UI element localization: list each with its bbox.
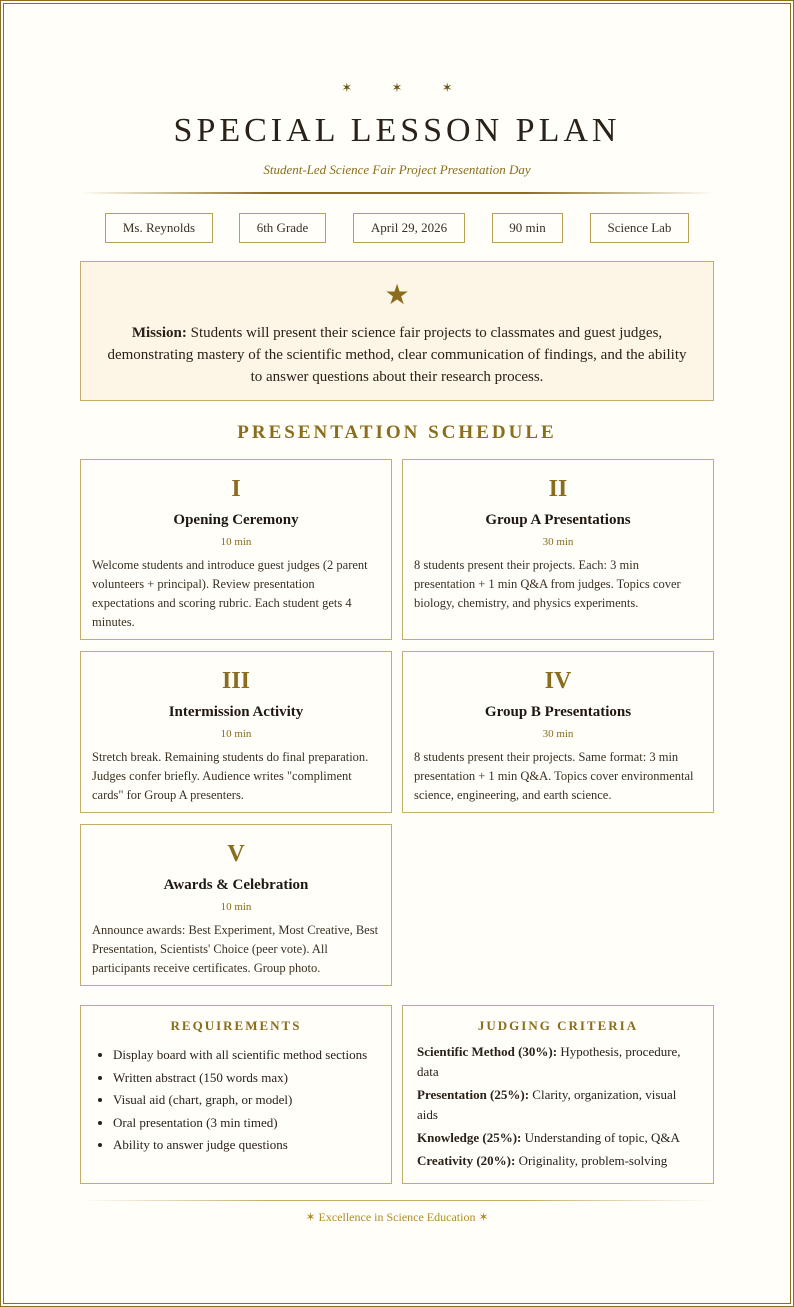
schedule-title: PRESENTATION SCHEDULE	[237, 422, 557, 443]
mission-statement	[105, 322, 689, 388]
meta-date: April 29, 2026	[353, 213, 465, 243]
criteria-item	[417, 1042, 699, 1082]
card-numeral: V	[227, 841, 245, 867]
requirement-item: • Display board with all scientific method sections	[113, 1044, 391, 1067]
schedule-card	[402, 459, 714, 640]
card-duration: 30 min	[542, 536, 574, 548]
criteria-text: Hypothesis, procedure, data	[417, 1044, 681, 1079]
footer-divider	[80, 1200, 714, 1201]
judging-criteria-panel	[402, 1005, 714, 1184]
page-subtitle: Student-Led Science Fair Project Presentation Day	[263, 162, 531, 177]
card-title: Group B Presentations	[484, 704, 632, 720]
criteria-label: Presentation (25%):	[417, 1087, 530, 1102]
requirement-item: • Visual aid (chart, graph, or model)	[113, 1089, 391, 1112]
mission-panel	[80, 261, 714, 401]
card-duration: 30 min	[542, 728, 574, 740]
criteria-label: Creativity (20%):	[417, 1153, 516, 1168]
star-icon: ★	[384, 280, 410, 311]
page-title: SPECIAL LESSON PLAN	[173, 112, 621, 149]
card-description: Welcome students and introduce guest judges (2 parent volunteers + principal). Review presentation expectations and scoring rubric. Each student gets 4 minutes.	[92, 558, 368, 629]
requirements-list	[113, 1044, 391, 1157]
card-description: 8 students present their projects. Each: 3 min presentation + 1 min Q&A from judges. Topics cover biology, chemistry, and physics experiments.	[414, 558, 681, 610]
schedule-card	[402, 651, 714, 813]
card-title: Group A Presentations	[485, 512, 631, 528]
card-duration: 10 min	[220, 536, 252, 548]
requirement-item: • Written abstract (150 words max)	[113, 1067, 391, 1090]
criteria-label: Knowledge (25%):	[417, 1130, 522, 1145]
criteria-label: Scientific Method (30%):	[417, 1044, 558, 1059]
criteria-item	[417, 1151, 699, 1171]
criteria-text: Understanding of topic, Q&A	[521, 1130, 680, 1145]
header-stars: ✶ ✶ ✶	[341, 80, 471, 95]
card-numeral: I	[231, 476, 241, 502]
schedule-card	[80, 459, 392, 640]
meta-duration: 90 min	[492, 213, 563, 243]
mission-label: Mission:	[131, 325, 187, 341]
requirements-title: REQUIREMENTS	[170, 1018, 302, 1033]
card-description: 8 students present their projects. Same format: 3 min presentation + 1 min Q&A. Topics cover environmental science, engineering, and earth science.	[414, 750, 694, 802]
criteria-text: Originality, problem-solving	[515, 1153, 668, 1168]
card-title: Opening Ceremony	[173, 512, 299, 528]
footer-text: ✶ Excellence in Science Education ✶	[305, 1210, 489, 1224]
meta-grade: 6th Grade	[239, 213, 326, 243]
criteria-list	[417, 1042, 699, 1171]
meta-row	[80, 213, 714, 243]
criteria-item	[417, 1128, 699, 1148]
requirements-panel	[80, 1005, 392, 1184]
requirement-item: • Oral presentation (3 min timed)	[113, 1112, 391, 1135]
meta-teacher: Ms. Reynolds	[105, 213, 213, 243]
schedule-card	[80, 824, 392, 986]
card-title: Intermission Activity	[168, 704, 304, 720]
mission-text: Students will present their science fair projects to classmates and guest judges, demonstrating mastery of the scientific method, clear communication of findings, and the ability to answer questions about their research process.	[107, 325, 687, 385]
criteria-item	[417, 1085, 699, 1125]
criteria-text: Clarity, organization, visual aids	[417, 1087, 677, 1122]
card-title: Awards & Celebration	[163, 877, 309, 893]
header-divider	[80, 192, 714, 194]
schedule-card	[80, 651, 392, 813]
criteria-title: JUDGING CRITERIA	[477, 1018, 639, 1033]
meta-location: Science Lab	[590, 213, 689, 243]
card-numeral: IV	[544, 668, 572, 694]
requirement-item: • Ability to answer judge questions	[113, 1134, 391, 1157]
card-description: Announce awards: Best Experiment, Most Creative, Best Presentation, Scientists' Choice (peer vote). All participants receive certificates. Group photo.	[92, 923, 379, 975]
card-description: Stretch break. Remaining students do final preparation. Judges confer briefly. Audience writes "compliment cards" for Group A presenters.	[92, 750, 369, 802]
card-numeral: II	[548, 476, 568, 502]
card-duration: 10 min	[220, 728, 252, 740]
card-duration: 10 min	[220, 901, 252, 913]
card-numeral: III	[221, 668, 251, 694]
